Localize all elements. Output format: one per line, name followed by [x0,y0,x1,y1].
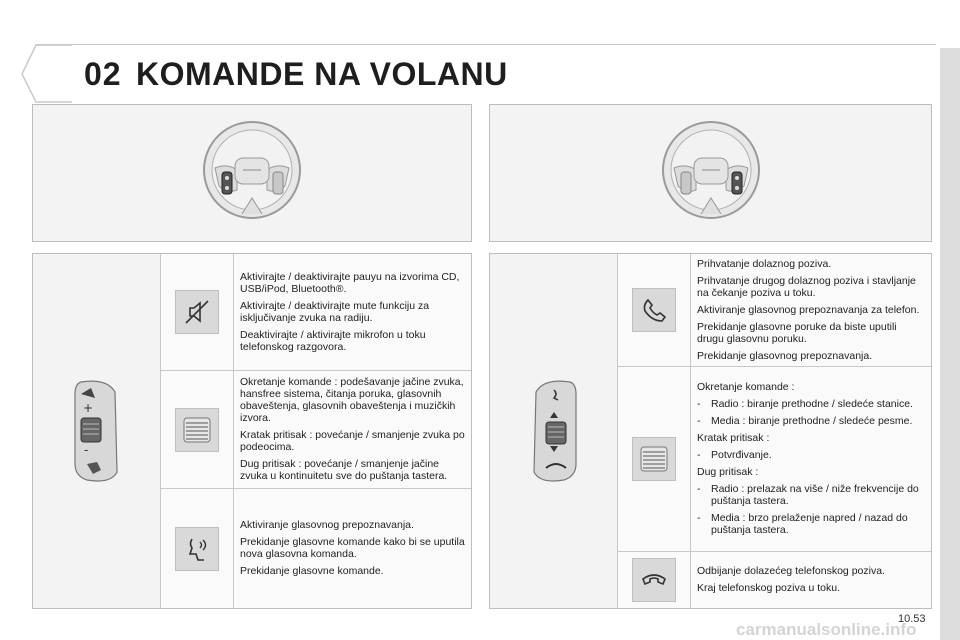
thumbwheel-icon [175,408,219,452]
thumbwheel-icon [632,437,676,481]
description-line: Prekidanje glasovne poruke da biste uputili drugu glasovnu poruku. [697,320,897,345]
description-line: Aktivirajte / deaktivirajte pauyu na izvorima CD, USB/iPod, Bluetooth®. [240,270,460,295]
description-line: Aktiviranje glasovnog prepoznavanja za telefon. [697,303,920,316]
steering-wheel-illustration-right [489,104,932,242]
list-item-text: Media : biranje prethodne / sledeće pesme. [711,415,913,427]
header-bracket-icon [20,44,90,104]
phone-answer-icon [632,288,676,332]
list-item [697,415,925,427]
description-line: Aktivirajte / deaktivirajte mute funkciju za isključivanje zvuka na radiju. [240,299,430,324]
description-line: Dug pritisak : povećanje / smanjenje jačine zvuka u kontinuitetu sve do puštanja tastera. [240,458,448,482]
list-dash: - [697,415,701,427]
description-line: Prihvatanje dolaznog poziva. [697,257,832,270]
right-row-hangup-text [691,552,931,608]
list-item [697,483,925,507]
description-line: Prekidanje glasovnog prepoznavanja. [697,349,873,362]
list-item-text: Potvrđivanje. [711,449,772,461]
left-row-voice-icon-cell [161,489,234,608]
description-line: Prihvatanje drugog dolaznog poziva i stavljanje na čekanje poziva u toku. [697,274,916,299]
description-line: Kraj telefonskog poziva u toku. [697,582,841,594]
left-row-voice-text [234,489,471,608]
right-row-thumbwheel-text [691,367,931,551]
svg-text:-: - [83,443,88,457]
page-title: KOMANDE NA VOLANU [136,56,508,92]
left-controls-table [32,253,472,609]
chapter-side-strip [940,48,960,640]
description-line: Okretanje komande : podešavanje jačine zvuka, hansfree sistema, čitanja poruka, glasovnih obaveštenja, glasovnih obaveštenja i muzičkih izvora. [240,376,464,424]
description-line: Odbijanje dolazećeg telefonskog poziva. [697,565,885,577]
right-control-pad [490,254,618,608]
mute-speaker-icon [175,290,219,334]
phone-hangup-icon [632,558,676,602]
description-line: Deaktivirajte / aktivirajte mikrofon u toku telefonskog razgovora. [240,328,426,353]
left-row-mute-text [234,254,471,370]
description-line: Okretanje komande : [697,381,795,393]
right-row-hangup-icon-cell [618,552,691,608]
list-dash: - [697,512,701,524]
list-dash: - [697,398,701,410]
left-control-pad-icon [67,376,127,486]
right-row-thumbwheel [618,367,931,552]
list-item [697,449,925,461]
left-row-voice [161,489,471,608]
header-rule [36,44,936,45]
list-item [697,512,925,536]
left-row-volume-icon-cell [161,371,234,488]
list-item-text: Radio : biranje prethodne / sledeće stanice. [711,398,913,410]
chapter-number: 02 [84,56,122,92]
left-row-volume-wheel [161,371,471,489]
description-line: Kratak pritisak : [697,432,770,444]
right-row-phone-hangup [618,552,931,608]
steering-wheel-illustration-left [32,104,472,242]
list-item-text: Radio : prelazak na više / niže frekvencije do puštanja tastera. [711,483,919,507]
list-item [697,398,925,410]
left-row-mute-icon-cell [161,254,234,370]
right-controls-table [489,253,932,609]
list-dash: - [697,449,701,461]
right-row-answer-text [691,254,931,366]
svg-text:+: + [82,401,93,415]
right-row-phone-answer [618,254,931,367]
left-control-pad [33,254,161,608]
right-row-answer-icon-cell [618,254,691,366]
left-row-volume-text [234,371,471,488]
watermark: carmanualsonline.info [736,620,917,639]
page-number: 10.53 [898,613,926,625]
description-line: Prekidanje glasovne komande kako bi se uputila nova glasovna komanda. [240,536,465,560]
right-row-thumbwheel-icon-cell [618,367,691,551]
left-row-mute [161,254,471,371]
right-control-pad-icon [524,376,584,486]
description-line: Dug pritisak : [697,466,759,478]
list-dash: - [697,483,701,495]
description-line: Aktiviranje glasovnog prepoznavanja. [240,519,414,531]
steering-wheel-left-highlighted-icon [197,118,307,228]
description-line: Prekidanje glasovne komande. [240,565,384,577]
description-line: Kratak pritisak : povećanje / smanjenje zvuka po podeocima. [240,429,465,453]
steering-wheel-right-highlighted-icon [656,118,766,228]
list-item-text: Media : brzo prelaženje napred / nazad do puštanja tastera. [711,512,908,536]
voice-command-icon [175,527,219,571]
